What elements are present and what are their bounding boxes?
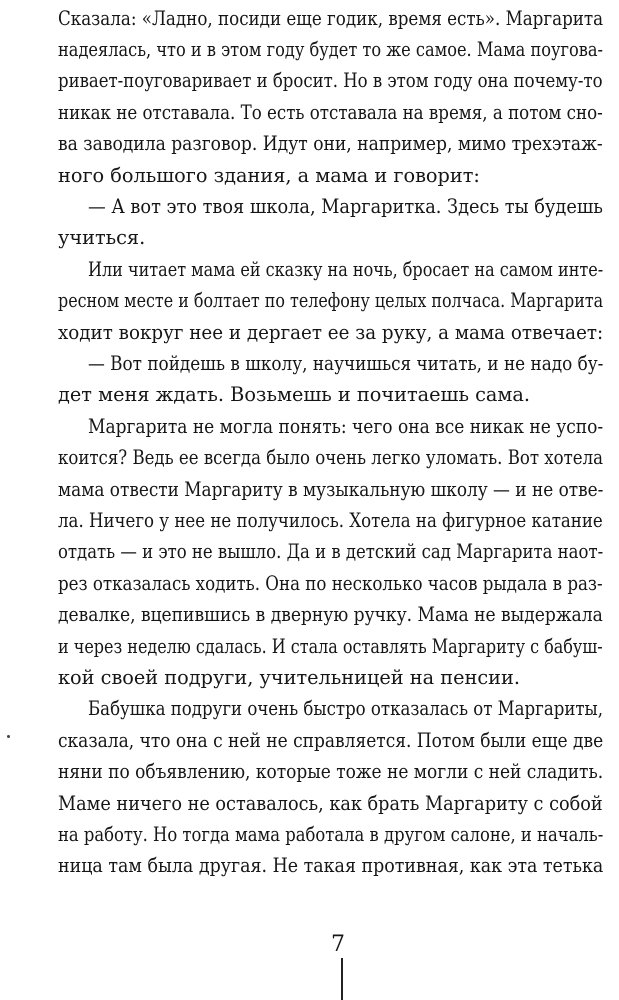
text-line: ходит вокруг нее и дергает ее за руку, а мама отвечает: (58, 321, 604, 344)
text-line: кой своей подруги, учительницей на пенсии. (58, 666, 520, 689)
text-line: Сказала: «Ладно, посиди еще годик, время есть». Маргарита (58, 7, 604, 30)
page-edge-rule (341, 958, 343, 1000)
text-line: ла. Ничего у нее не получилось. Хотела на фигурное катание (58, 509, 603, 532)
text-line: ривает-поуговаривает и бросит. Но в этом году она почему-то (58, 69, 603, 92)
text-line: Бабушка подруги очень быстро отказалась от Маргариты, (88, 697, 604, 720)
text-line: девалке, вцепившись в дверную ручку. Мама не выдержала (58, 603, 603, 626)
text-line: ресном месте и болтает по телефону целых полчаса. Маргарита (58, 289, 604, 312)
text-line: — А вот это твоя школа, Маргаритка. Здесь ты будешь (88, 195, 603, 218)
text-line: рез отказалась ходить. Она по несколько часов рыдала в раз- (58, 572, 603, 595)
text-line: надеялась, что и в этом году будет то же самое. Мама поугова- (58, 38, 604, 61)
text-line: ва заводила разговор. Идут они, например, мимо трехэтаж- (58, 132, 603, 155)
text-line: — Вот пойдешь в школу, научишься читать, и не надо бу- (88, 352, 604, 375)
text-line: коится? Ведь ее всегда было очень легко уломать. Вот хотела (58, 446, 604, 469)
text-line: мама отвести Маргариту в музыкальную школу — и не отве- (58, 478, 604, 501)
text-line: на работу. Но тогда мама работала в другом салоне, и началь- (58, 823, 604, 846)
text-line: учиться. (58, 226, 146, 249)
text-line: никак не отставала. То есть отставала на время, а потом сно- (58, 101, 603, 124)
text-line: ница там была другая. Не такая противная, как эта тетька (58, 854, 604, 877)
text-line: Маргарита не могла понять: чего она все никак не успо- (88, 415, 604, 438)
page-number: 7 (331, 932, 345, 957)
text-line: ного большого здания, а мама и говорит: (58, 164, 480, 187)
text-line: отдать — и это не вышло. Да и в детский сад Маргарита наот- (58, 540, 604, 563)
text-line: Или читает мама ей сказку на ночь, бросает на самом инте- (88, 258, 604, 281)
scan-speck (7, 735, 10, 738)
text-line: Маме ничего не оставалось, как брать Маргариту с собой (58, 792, 603, 815)
text-line: сказала, что она с ней не справляется. Потом были еще две (58, 729, 604, 752)
text-line: дет меня ждать. Возьмешь и почитаешь сама. (58, 383, 530, 406)
text-line: няни по объявлению, которые тоже не могли с ней сладить. (58, 760, 604, 783)
text-line: и через неделю сдалась. И стала оставлять Маргариту с бабуш- (58, 635, 603, 658)
